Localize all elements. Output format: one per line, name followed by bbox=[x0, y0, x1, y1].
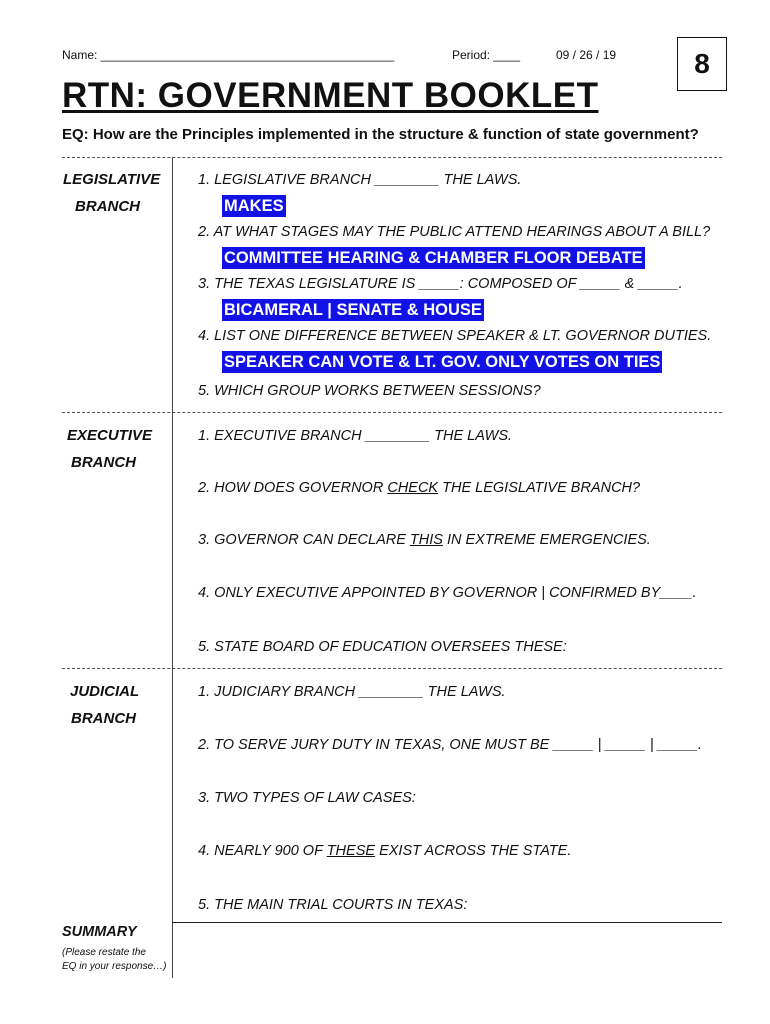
legislative-a4: SPEAKER CAN VOTE & LT. GOV. ONLY VOTES ON TIES bbox=[224, 353, 661, 371]
legislative-a1: MAKES bbox=[224, 197, 284, 215]
legislative-q5: 5. WHICH GROUP WORKS BETWEEN SESSIONS? bbox=[198, 383, 541, 399]
legislative-q1: 1. LEGISLATIVE BRANCH ________ THE LAWS. bbox=[198, 172, 522, 188]
page-title: RTN: GOVERNMENT BOOKLET bbox=[62, 76, 599, 115]
legislative-q3: 3. THE TEXAS LEGISLATURE IS _____: COMPOSED OF _____ & _____. bbox=[198, 276, 683, 292]
legislative-q4: 4. LIST ONE DIFFERENCE BETWEEN SPEAKER & LT. GOVERNOR DUTIES. bbox=[198, 328, 712, 344]
name-field[interactable]: Name: ____________________________________________ bbox=[62, 48, 395, 62]
legislative-a2: COMMITTEE HEARING & CHAMBER FLOOR DEBATE bbox=[224, 249, 643, 267]
executive-q3: 3. GOVERNOR CAN DECLARE THIS IN EXTREME EMERGENCIES. bbox=[198, 532, 651, 548]
summary-note-line1: (Please restate the bbox=[62, 947, 146, 958]
executive-q5: 5. STATE BOARD OF EDUCATION OVERSEES THESE: bbox=[198, 639, 567, 655]
executive-q4: 4. ONLY EXECUTIVE APPOINTED BY GOVERNOR | CONFIRMED BY____. bbox=[198, 585, 697, 601]
judicial-q3: 3. TWO TYPES OF LAW CASES: bbox=[198, 790, 416, 806]
summary-response-area[interactable] bbox=[180, 930, 720, 980]
judicial-label: JUDICIAL bbox=[70, 683, 140, 700]
booklet-number-box: 8 bbox=[677, 37, 727, 91]
executive-q1: 1. EXECUTIVE BRANCH ________ THE LAWS. bbox=[198, 428, 513, 444]
column-divider bbox=[172, 158, 173, 978]
legislative-label: LEGISLATIVE bbox=[63, 171, 161, 188]
judicial-q2: 2. TO SERVE JURY DUTY IN TEXAS, ONE MUST BE _____ | _____ | _____. bbox=[198, 737, 702, 753]
divider-judicial bbox=[62, 668, 722, 669]
essential-question: EQ: How are the Principles implemented in the structure & function of state government? bbox=[62, 126, 699, 143]
judicial-q1: 1. JUDICIARY BRANCH ________ THE LAWS. bbox=[198, 684, 506, 700]
summary-note-line2: EQ in your response…) bbox=[62, 961, 167, 972]
divider-top bbox=[62, 157, 722, 158]
period-field[interactable]: Period: ____ bbox=[452, 48, 521, 62]
executive-label-branch: BRANCH bbox=[71, 454, 136, 471]
legislative-a3: BICAMERAL | SENATE & HOUSE bbox=[224, 301, 482, 319]
executive-label: EXECUTIVE bbox=[67, 427, 153, 444]
date-text: 09 / 26 / 19 bbox=[556, 48, 617, 62]
legislative-q2: 2. AT WHAT STAGES MAY THE PUBLIC ATTEND HEARINGS ABOUT A BILL? bbox=[198, 224, 711, 240]
divider-summary bbox=[172, 922, 722, 923]
judicial-q4: 4. NEARLY 900 OF THESE EXIST ACROSS THE STATE. bbox=[198, 843, 572, 859]
judicial-q5: 5. THE MAIN TRIAL COURTS IN TEXAS: bbox=[198, 897, 468, 913]
legislative-label-branch: BRANCH bbox=[75, 198, 140, 215]
divider-executive bbox=[62, 412, 722, 413]
summary-note bbox=[62, 946, 167, 974]
summary-label: SUMMARY bbox=[62, 924, 137, 940]
judicial-label-branch: BRANCH bbox=[71, 710, 136, 727]
executive-q2: 2. HOW DOES GOVERNOR CHECK THE LEGISLATIVE BRANCH? bbox=[198, 480, 641, 496]
